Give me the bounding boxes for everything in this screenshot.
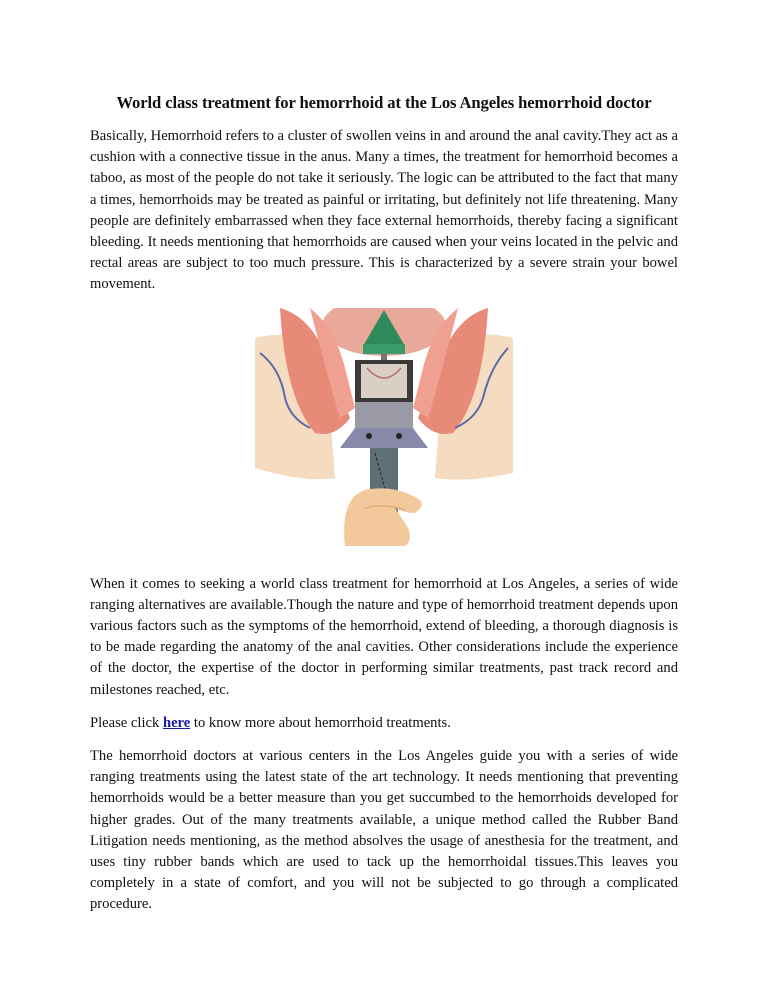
link-sentence-suffix: to know more about hemorrhoid treatments. (190, 714, 451, 731)
document-title: World class treatment for hemorrhoid at the Los Angeles hemorrhoid doctor (116, 93, 652, 112)
document-page (90, 90, 678, 928)
more-info-link[interactable]: here (162, 714, 191, 731)
ligation-illustration (255, 308, 513, 546)
paragraph-rubber-band: The hemorrhoid doctors at various centers in the Los Angeles guide you with a series of wide ranging treatments using the latest state of the art technology. It needs mentioning that preventing hemorrhoids would be a better measure than you get succumbed to the hemorrhoids developed for higher grades. Out of the many treatments available, a unique method called the Rubber Band Litigation needs mentioning, as the method absolves the usage of anesthesia for the treatment, and uses tiny rubber bands which are used to tack up the hemorrhoidal tissues.This leaves you completely in a state of comfort, and you will not be subjected to go through a complicated procedure. (90, 748, 678, 913)
illustration-image (255, 308, 513, 546)
paragraph-link (90, 713, 678, 734)
link-sentence-prefix: Please click (90, 714, 163, 731)
paragraph-treatment-options: When it comes to seeking a world class treatment for hemorrhoid at Los Angeles, a series of wide ranging alternatives are available.Though the nature and type of hemorrhoid treatment depends upon various factors such as the symptoms of the hemorrhoid, extend of bleeding, a thorough diagnosis is to be made regarding the anatomy of the anal cavities. Other considerations include the experience of the doctor, the expertise of the doctor in performing similar treatments, past track record and milestones reached, etc. (90, 575, 678, 698)
paragraph-intro: Basically, Hemorrhoid refers to a cluster of swollen veins in and around the anal cavity.They act as a cushion with a connective tissue in the anus. Many a times, the treatment for hemorrhoid becomes a taboo, as most of the people do not take it seriously. The logic can be attributed to the fact that many a times, hemorrhoids may be treated as painful or irritating, but definitely not life threatening. Many people are definitely embarrassed when they face external hemorrhoids, thereby facing a significant bleeding. It needs mentioning that hemorrhoids are caused when your veins located in the pelvic and rectal areas are subject to too much pressure. This is characterized by a severe strain your bowel movement. (90, 128, 678, 293)
